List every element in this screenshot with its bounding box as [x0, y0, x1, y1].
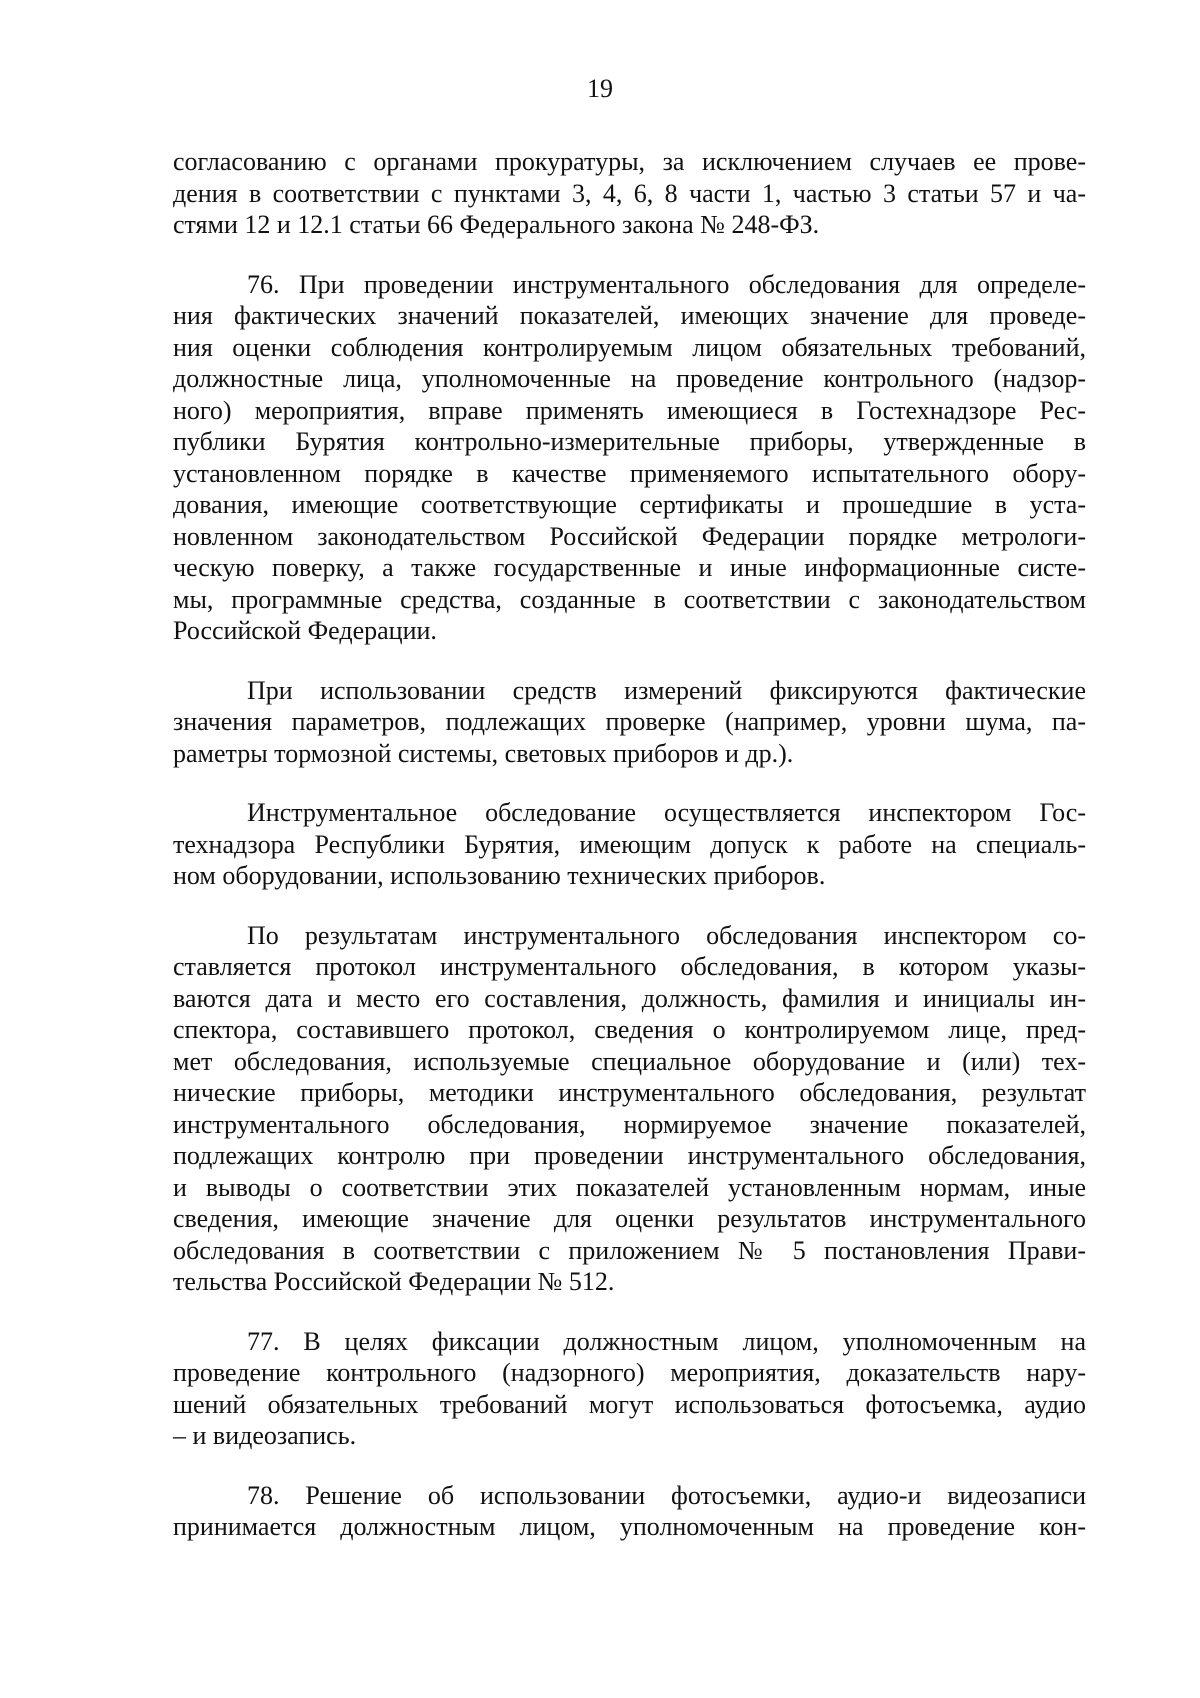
page-number: 19 [587, 74, 613, 103]
text-line: 77. В целях фиксации должностным лицом, уполномоченным на [247, 1326, 1086, 1356]
text-line: сведения, имеющие значение для оценки результатов инструментального [173, 1204, 1086, 1233]
text-line: и выводы о соответствии этих показателей установленным нормам, иные [173, 1172, 1086, 1202]
text-line: должностные лица, уполномоченные на проведение контрольного (надзор- [173, 364, 1086, 393]
text-line: новленном законодательством Российской Федерации порядке метрологи- [173, 521, 1086, 551]
text-line: При использовании средств измерений фиксируются фактические [247, 675, 1086, 705]
text-line: ваются дата и место его составления, должность, фамилия и инициалы ин- [173, 983, 1086, 1013]
text-line: стями 12 и 12.1 статьи 66 Федерального закона № 248-ФЗ. [173, 210, 820, 239]
paragraph-protocol [173, 920, 1086, 1298]
text-line: ставляется протокол инструментального обследования, в котором указы- [173, 952, 1086, 981]
text-line: значения параметров, подлежащих проверке (например, уровни шума, па- [173, 707, 1086, 736]
text-line: спектора, составившего протокол, сведения о контролируемом лице, пред- [173, 1015, 1086, 1044]
paragraph-continuation [173, 146, 1086, 241]
text-line: По результатам инструментального обследования инспектором со- [247, 920, 1086, 950]
text-line: проведение контрольного (надзорного) мероприятия, доказательств нару- [173, 1358, 1086, 1387]
paragraph-item-77 [173, 1326, 1086, 1452]
text-line: установленном порядке в качестве применяемого испытательного обору- [173, 458, 1086, 488]
text-line: принимается должностным лицом, уполномоченным на проведение кон- [173, 1512, 1086, 1541]
text-line: Российской Федерации. [173, 616, 437, 645]
text-line: – и видеозапись. [173, 1421, 357, 1450]
paragraph-item-76 [173, 269, 1086, 647]
text-line: обследования в соответствии с приложением № 5 постановления Прави- [173, 1235, 1086, 1265]
paragraph-item-78 [173, 1480, 1086, 1543]
text-line: ного) мероприятия, вправе применять имеющиеся в Гостехнадзоре Рес- [173, 395, 1086, 425]
paragraph-measurements [173, 675, 1086, 770]
text-line: тельства Российской Федерации № 512. [173, 1267, 615, 1296]
text-line: ном оборудовании, использованию технических приборов. [173, 861, 826, 890]
text-line: мет обследования, используемые специальное оборудование и (или) тех- [173, 1046, 1086, 1076]
text-line: дования, имеющие соответствующие сертификаты и прошедшие в уста- [173, 490, 1086, 519]
document-body [173, 146, 1086, 1571]
text-line: 76. При проведении инструментального обследования для определе- [247, 269, 1086, 299]
text-line: мы, программные средства, созданные в соответствии с законодательством [173, 584, 1086, 614]
paragraph-inspector [173, 797, 1086, 892]
text-line: шений обязательных требований могут использоваться фотосъемка, аудио [173, 1389, 1086, 1419]
text-line: технадзора Республики Бурятия, имеющим допуск к работе на специаль- [173, 829, 1086, 859]
text-line: нические приборы, методики инструментального обследования, результат [173, 1078, 1086, 1107]
text-line: раметры тормозной системы, световых приборов и др.). [173, 738, 794, 768]
text-line: подлежащих контролю при проведении инструментального обследования, [173, 1141, 1086, 1170]
text-line: ния фактических значений показателей, имеющих значение для проведе- [173, 301, 1086, 330]
text-line: публики Бурятия контрольно-измерительные приборы, утвержденные в [173, 427, 1086, 456]
text-line: ческую поверку, а также государственные и иные информационные систе- [173, 553, 1086, 582]
text-line: согласованию с органами прокуратуры, за исключением случаев ее прове- [173, 147, 1086, 176]
text-line: инструментального обследования, нормируемое значение показателей, [173, 1109, 1086, 1139]
text-line: дения в соответствии с пунктами 3, 4, 6, 8 части 1, частью 3 статьи 57 и ча- [173, 178, 1086, 208]
text-line: 78. Решение об использовании фотосъемки, аудио-и видеозаписи [247, 1480, 1086, 1510]
text-line: Инструментальное обследование осуществляется инспектором Гос- [247, 798, 1086, 827]
text-line: ния оценки соблюдения контролируемым лицом обязательных требований, [173, 332, 1086, 362]
